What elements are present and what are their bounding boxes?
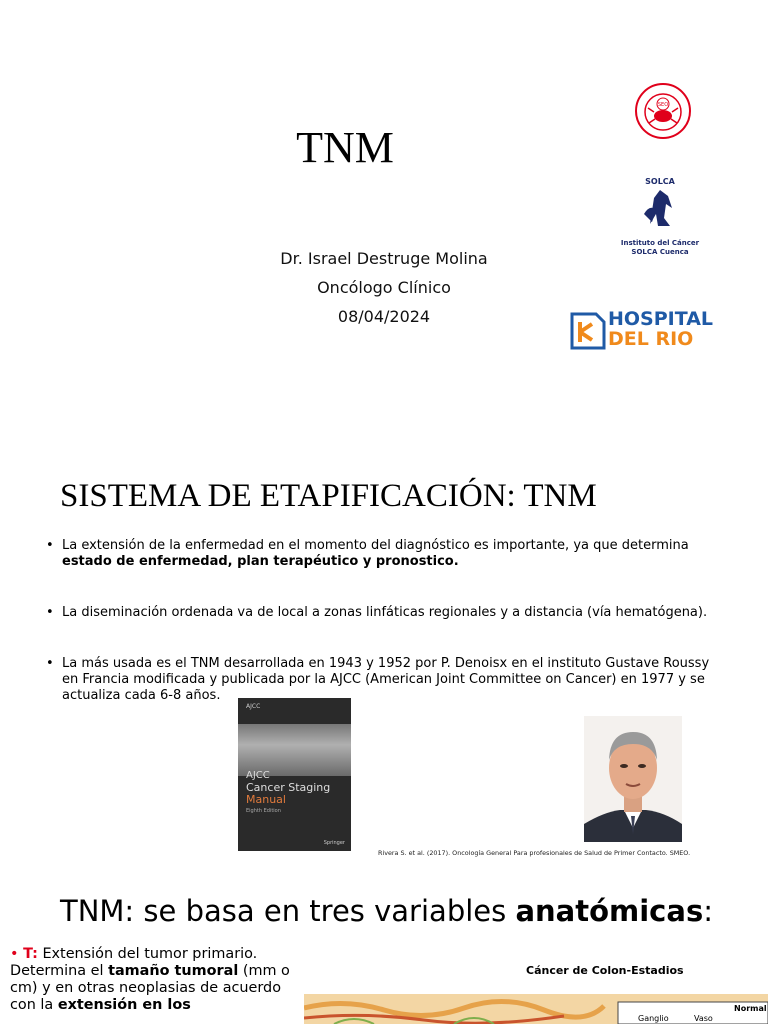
label-ganglio: Ganglio — [638, 1014, 669, 1023]
svg-text:SOLCA: SOLCA — [645, 177, 675, 186]
solca-line1: Instituto del Cáncer — [620, 239, 700, 247]
cover-edition: Eighth Edition — [246, 808, 281, 814]
cover-line1: AJCC — [246, 770, 270, 781]
slide-title — [60, 894, 713, 928]
label-vaso: Vaso — [694, 1014, 713, 1023]
citation: Rivera S. et al. (2017). Oncología General Para profesionales de Salud de Primer Contacto. SMEO. — [378, 849, 691, 857]
t-text2: (mm o cm) y en otras neoplasias de acuerdo con la — [10, 963, 290, 1013]
hospital-line1: HOSPITAL — [608, 308, 714, 330]
cover-publisher: Springer — [323, 840, 345, 846]
title-bold: anatómicas — [515, 894, 704, 928]
cover-line2: Cancer Staging — [246, 781, 331, 794]
bullet-3-text: La más usada es el TNM desarrollada en 1943 y 1952 por P. Denoisx en el instituto Gustave Roussy en Francia modificada y publicada por la AJCC (American Joint Committee on Cancer) en 1977 y se actualiza cada 6-8 años. — [62, 656, 710, 703]
author-name: Dr. Israel Destruge Molina — [280, 249, 488, 268]
slide-title: SISTEMA DE ETAPIFICACIÓN: TNM — [60, 478, 597, 514]
cover-line3: Manual — [246, 793, 286, 806]
hospital-line2: DEL RIO — [608, 328, 694, 350]
label-normal: Normal — [734, 1004, 767, 1013]
solca-line2: SOLCA Cuenca — [631, 248, 689, 256]
t-key: T: — [23, 946, 38, 962]
title-end: : — [703, 894, 713, 928]
t-bold2: extensión en los — [57, 997, 191, 1013]
title-plain: TNM: se basa en tres variables — [60, 894, 516, 928]
slide-title: TNM — [296, 123, 394, 172]
t-definition — [10, 946, 290, 1014]
bullet-1-bold: estado de enfermedad, plan terapéutico y pronostico. — [62, 554, 459, 569]
colon-stages-diagram — [304, 994, 768, 1024]
cover-brand: AJCC — [246, 703, 261, 710]
t-text1: Extensión del tumor primario. Determina el — [10, 946, 258, 979]
bullet-1-text: La extensión de la enfermedad en el momento del diagnóstico es importante, ya que determina — [62, 538, 689, 553]
author-role: Oncólogo Clínico — [317, 278, 451, 297]
bullet-dot: • — [10, 946, 19, 962]
diagram-title: Cáncer de Colon-Estadios — [526, 964, 684, 977]
svg-text:SEO: SEO — [657, 102, 669, 108]
presentation-date: 08/04/2024 — [337, 307, 431, 326]
t-bold1: tamaño tumoral — [108, 963, 239, 979]
bullet-2-text: La diseminación ordenada va de local a zonas linfáticas regionales y a distancia (vía hematógena). — [62, 605, 708, 620]
